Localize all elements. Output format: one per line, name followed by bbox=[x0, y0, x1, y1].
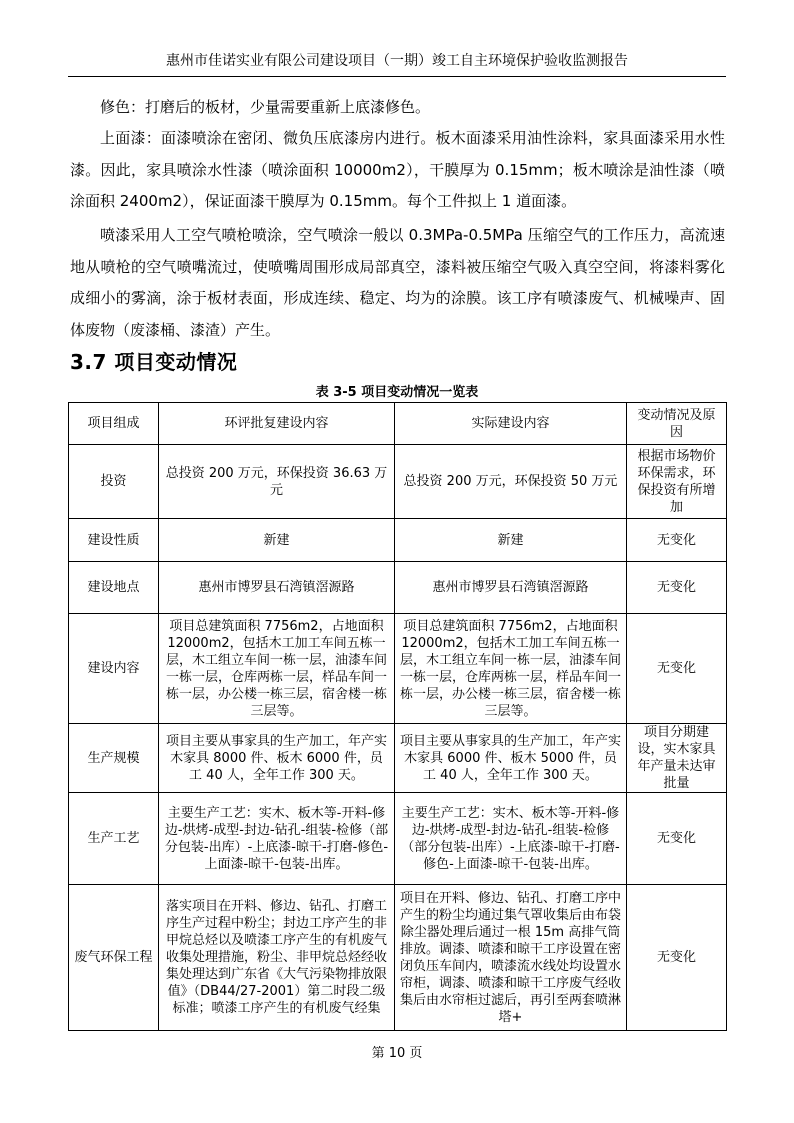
table-cell: 新建 bbox=[395, 519, 627, 562]
table-cell: 项目总建筑面积 7756m2，占地面积 12000m2，包括木工加工车间五栋一层，木工组立车间一栋一层，油漆车间一栋一层，仓库两栋一层，样品车间一栋一层，办公楼一栋三层，宿舍楼一栋三层等。 bbox=[159, 614, 395, 724]
paragraph-spray-process bbox=[70, 220, 725, 346]
table-row bbox=[69, 614, 727, 724]
table-cell: 总投资 200 万元，环保投资 50 万元 bbox=[395, 445, 627, 519]
table-cell: 项目在开料、修边、钻孔、打磨工序中产生的粉尘均通过集气罩收集后由布袋除尘器处理后通过一根 15m 高排气筒排放。调漆、喷漆和晾干工序设置在密闭负压车间内，喷漆流水线处均设置水帘柜，调漆、喷漆和晾干工序废气经收集后由水帘柜过滤后，再引至两套喷淋塔+ bbox=[395, 885, 627, 1031]
table-cell: 生产规模 bbox=[69, 724, 159, 793]
page-header-title: 惠州市佳诺实业有限公司建设项目（一期）竣工自主环境保护验收监测报告 bbox=[166, 53, 628, 69]
table-cell: 建设地点 bbox=[69, 562, 159, 614]
header-cell: 实际建设内容 bbox=[395, 403, 627, 445]
header-divider bbox=[68, 76, 726, 77]
table-caption: 表 3-5 项目变动情况一览表 bbox=[315, 385, 479, 400]
table-cell: 项目分期建设，实木家具年产量未达审批量 bbox=[627, 724, 727, 793]
project-change-table bbox=[68, 402, 727, 1031]
table-cell: 主要生产工艺：实木、板木等-开料-修边-烘烤-成型-封边-钻孔-组装-检修（部分包装-出库）-上底漆-晾干-打磨-修色-上面漆-晾干-包装-出库。 bbox=[159, 793, 395, 885]
table-cell: 项目主要从事家具的生产加工，年产实木家具 8000 件、板木 6000 件，员工 40 人，全年工作 300 天。 bbox=[159, 724, 395, 793]
header-cell: 项目组成 bbox=[69, 403, 159, 445]
page-number: 第 10 页 bbox=[371, 1046, 423, 1061]
table-row bbox=[69, 885, 727, 1031]
table-cell: 生产工艺 bbox=[69, 793, 159, 885]
table-cell: 项目总建筑面积 7756m2，占地面积 12000m2，包括木工加工车间五栋一层，木工组立车间一栋一层，油漆车间一栋一层，仓库两栋一层，样品车间一栋一层，办公楼一栋三层，宿舍楼一栋三层等。 bbox=[395, 614, 627, 724]
table-cell: 建设内容 bbox=[69, 614, 159, 724]
table-cell: 投资 bbox=[69, 445, 159, 519]
header-cell: 环评批复建设内容 bbox=[159, 403, 395, 445]
paragraph-touch-up bbox=[70, 92, 725, 124]
table-header-row bbox=[69, 403, 727, 445]
table-row bbox=[69, 562, 727, 614]
table-cell: 无变化 bbox=[627, 614, 727, 724]
paragraph-text: 上面漆：面漆喷涂在密闭、微负压底漆房内进行。板木面漆采用油性涂料，家具面漆采用水性漆。因此，家具喷涂水性漆（喷涂面积 10000m2），干膜厚为 0.15mm；板木喷涂是油性漆（喷涂面积 2400m2），保证面漆干膜厚为 0.15mm。每个工件拟上 1 道面漆。 bbox=[70, 129, 725, 210]
paragraph-text: 修色：打磨后的板材，少量需要重新上底漆修色。 bbox=[100, 98, 431, 116]
table-row bbox=[69, 519, 727, 562]
table-cell: 无变化 bbox=[627, 885, 727, 1031]
table-cell: 落实项目在开料、修边、钻孔、打磨工序生产过程中粉尘；封边工序产生的非甲烷总烃以及喷漆工序产生的有机废气收集处理措施，粉尘、非甲烷总烃经收集处理达到广东省《大气污染物排放限值》（DB44/27-2001）第二时段二级标准；喷漆工序产生的有机废气经集 bbox=[159, 885, 395, 1031]
table-cell: 无变化 bbox=[627, 793, 727, 885]
table-cell: 无变化 bbox=[627, 562, 727, 614]
table-cell: 根据市场物价环保需求，环保投资有所增加 bbox=[627, 445, 727, 519]
paragraph-text: 喷漆采用人工空气喷枪喷涂，空气喷涂一般以 0.3MPa-0.5MPa 压缩空气的工作压力，高流速地从喷枪的空气喷嘴流过，使喷嘴周围形成局部真空，漆料被压缩空气吸入真空空间，将漆料雾化成细小的雾滴，涂于板材表面，形成连续、稳定、均为的涂膜。该工序有喷漆废气、机械噪声、固体废物（废漆桶、漆渣）产生。 bbox=[70, 226, 725, 339]
section-heading: 3.7 项目变动情况 bbox=[70, 350, 238, 374]
table-cell: 建设性质 bbox=[69, 519, 159, 562]
table-cell: 惠州市博罗县石湾镇滘源路 bbox=[395, 562, 627, 614]
table-cell: 废气环保工程 bbox=[69, 885, 159, 1031]
table-cell: 无变化 bbox=[627, 519, 727, 562]
paragraph-top-coat bbox=[70, 123, 725, 218]
table-row bbox=[69, 724, 727, 793]
table-cell: 新建 bbox=[159, 519, 395, 562]
table-cell: 惠州市博罗县石湾镇滘源路 bbox=[159, 562, 395, 614]
table-cell: 主要生产工艺：实木、板木等-开料-修边-烘烤-成型-封边-钻孔-组装-检修（部分包装-出库）-上底漆-晾干-打磨-修色-上面漆-晾干-包装-出库。 bbox=[395, 793, 627, 885]
table-cell: 项目主要从事家具的生产加工，年产实木家具 6000 件、板木 5000 件，员工 40 人，全年工作 300 天。 bbox=[395, 724, 627, 793]
table-row bbox=[69, 793, 727, 885]
table-row bbox=[69, 445, 727, 519]
header-cell: 变动情况及原因 bbox=[627, 403, 727, 445]
table-cell: 总投资 200 万元，环保投资 36.63 万元 bbox=[159, 445, 395, 519]
